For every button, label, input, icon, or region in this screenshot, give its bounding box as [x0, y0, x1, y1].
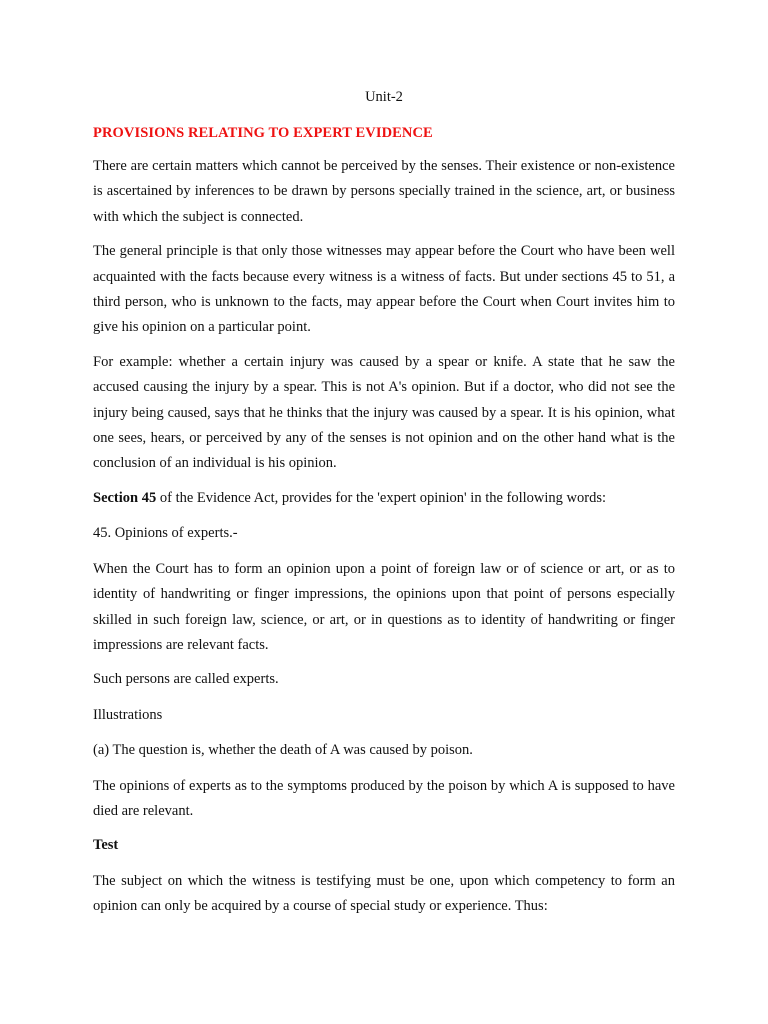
section45-title: 45. Opinions of experts.- [93, 525, 238, 542]
intro-paragraph: There are certain matters which cannot be perceived by the senses. Their existence or non-existence is ascertained by inferences to be drawn by persons specially trained in the science, art, or business with which the subject is connected. [93, 158, 675, 225]
test-paragraph: The subject on which the witness is testifying must be one, upon which competency to form an opinion can only be acquired by a course of special study or experience. Thus: [93, 872, 675, 915]
section45-text: When the Court has to form an opinion upon a point of foreign law or of science or art, or as to identity of handwriting or finger impressions, the opinions upon that point of persons especially skilled in such foreign law, science, or art, or in questions as to identity of handwriting or finger impressions are relevant facts. [93, 560, 675, 653]
general-principle-paragraph: The general principle is that only those witnesses may appear before the Court who have been well acquainted with the facts because every witness is a witness of facts. But under sections 45 to 51, a third person, who is unknown to the facts, may appear before the Court when Court invites him to give his opinion on a particular point. [93, 243, 675, 336]
experts-line: Such persons are called experts. [93, 671, 279, 688]
document-page [93, 86, 675, 929]
section45-bold-label: Section 45 [93, 489, 157, 506]
section45-intro [93, 486, 675, 511]
unit-label: Unit-2 [365, 89, 403, 105]
section-heading: PROVISIONS RELATING TO EXPERT EVIDENCE [93, 125, 433, 141]
example-paragraph: For example: whether a certain injury was caused by a spear or knife. A state that he saw the accused causing the injury by a spear. This is not A's opinion. But if a doctor, who did not see the injury being caused, says that he thinks that the injury was caused by a spear. It is his opinion, what one sees, hears, or perceived by any of the senses is not opinion and on the other hand what is the conclusion of an individual is his opinion. [93, 353, 675, 472]
test-heading: Test [93, 837, 119, 854]
illustration-a: (a) The question is, whether the death of A was caused by poison. [93, 742, 473, 759]
section45-intro-text: of the Evidence Act, provides for the 'expert opinion' in the following words: [156, 489, 607, 506]
illustrations-label: Illustrations [93, 706, 163, 723]
illustration-a-text: The opinions of experts as to the symptoms produced by the poison by which A is supposed to have died are relevant. [93, 777, 675, 819]
